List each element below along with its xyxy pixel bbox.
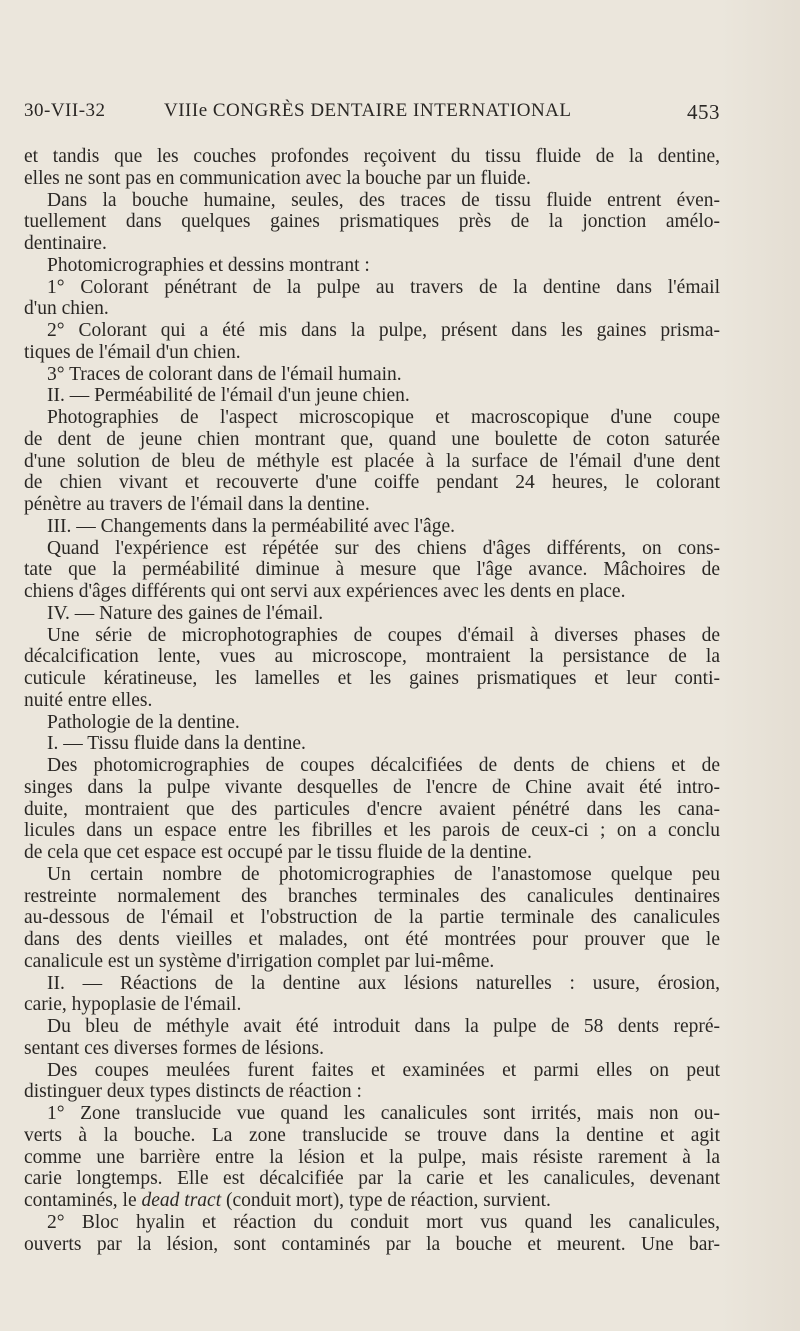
text-line: Un certain nombre de photomicrographies de l'anastomose quelque peu	[47, 863, 720, 885]
page-number: 453	[687, 100, 720, 124]
text-line: II. — Réactions de la dentine aux lésions naturelles : usure, érosion,	[47, 972, 720, 994]
text-line: Des coupes meulées furent faites et examinées et parmi elles on peut	[47, 1059, 720, 1081]
text-line: canalicule est un système d'irrigation complet par lui-même.	[24, 950, 495, 972]
text-line: I. — Tissu fluide dans la dentine.	[47, 733, 306, 755]
text-line: 1° Zone translucide vue quand les canalicules sont irrités, mais non ou-	[47, 1103, 720, 1124]
text-line: ouverts par la lésion, sont contaminés par la bouche et meurent. Une bar-	[24, 1233, 720, 1255]
text-line: dans des dents vieilles et malades, ont été montrées pour prouver que le	[24, 929, 720, 950]
page-edge-shadow	[720, 0, 800, 1331]
text-line: au-dessous de l'émail et l'obstruction de la partie terminale des canalicules	[24, 907, 720, 929]
text-line: tuellement dans quelques gaines prismatiques près de la jonction amélo-	[24, 211, 720, 233]
text-line: d'une solution de bleu de méthyle est placée à la surface de l'émail d'une dent	[24, 450, 720, 472]
text-line: Des photomicrographies de coupes décalcifiées de dents de chiens et de	[47, 755, 720, 776]
text-line: chiens d'âges différents qui ont servi aux expériences avec les dents en place.	[24, 581, 626, 602]
text-line: 2° Bloc hyalin et réaction du conduit mort vus quand les canalicules,	[47, 1211, 720, 1233]
text-line: Photomicrographies et dessins montrant :	[47, 254, 370, 276]
text-line: Une série de microphotographies de coupes d'émail à diverses phases de	[47, 624, 720, 646]
text-line: décalcification lente, vues au microscope, montraient la persistance de la	[24, 646, 720, 668]
text-line: III. — Changements dans la perméabilité avec l'âge.	[47, 515, 455, 537]
text-line: cuticule kératineuse, les lamelles et les gaines prismatiques et leur conti-	[24, 668, 720, 689]
italic-term: dead tract	[141, 1190, 222, 1211]
text-line: nuité entre elles.	[24, 689, 153, 711]
text-line: restreinte normalement des branches terminales des canalicules dentinaires	[24, 885, 720, 907]
header-date: 30-VII-32	[24, 100, 106, 121]
running-header	[24, 96, 720, 130]
text-line: sentant ces diverses formes de lésions.	[24, 1037, 325, 1059]
text-line: de dent de jeune chien montrant que, quand une boulette de coton saturée	[24, 428, 720, 450]
text-line: et tandis que les couches profondes reçoivent du tissu fluide de la dentine,	[24, 146, 720, 167]
text-line: 3° Traces de colorant dans de l'émail humain.	[47, 363, 402, 385]
text-line: tate que la perméabilité diminue à mesure que l'âge avance. Mâchoires de	[24, 559, 720, 581]
text-line: tiques de l'émail d'un chien.	[24, 341, 241, 363]
text-line	[24, 1190, 720, 1212]
text-segment: (conduit mort), type de réaction, survient.	[221, 1190, 551, 1211]
text-line: Photographies de l'aspect microscopique et macroscopique d'une coupe	[47, 407, 720, 428]
text-line: dentinaire.	[24, 233, 107, 254]
text-line: distinguer deux types distincts de réaction :	[24, 1081, 362, 1103]
header-title: VIIIe CONGRÈS DENTAIRE INTERNATIONAL	[164, 100, 572, 121]
text-line: d'un chien.	[24, 298, 109, 320]
text-line: Du bleu de méthyle avait été introduit dans la pulpe de 58 dents repré-	[47, 1016, 720, 1037]
body-text	[24, 146, 720, 1255]
text-line: IV. — Nature des gaines de l'émail.	[47, 602, 324, 624]
text-line: elles ne sont pas en communication avec la bouche par un fluide.	[24, 167, 531, 189]
text-line: Dans la bouche humaine, seules, des traces de tissu fluide entrent éven-	[47, 189, 720, 211]
text-line: licules dans un espace entre les fibrilles et les parois de ceux-ci ; on a conclu	[24, 820, 720, 842]
text-line: II. — Perméabilité de l'émail d'un jeune chien.	[47, 385, 410, 407]
text-line: de chien vivant et recouverte d'une coiffe pendant 24 heures, le colorant	[24, 472, 720, 494]
text-line: carie, hypoplasie de l'émail.	[24, 994, 242, 1016]
text-line: duite, montraient que des particules d'encre avaient pénétré dans les cana-	[24, 798, 720, 820]
text-line: comme une barrière entre la lésion et la pulpe, mais résiste rarement à la	[24, 1146, 720, 1168]
text-segment: contaminés, le	[24, 1190, 142, 1211]
text-line: verts à la bouche. La zone translucide se trouve dans la dentine et agit	[24, 1124, 720, 1146]
text-line: singes dans la pulpe vivante desquelles de l'encre de Chine avait été intro-	[24, 776, 720, 798]
text-line: carie longtemps. Elle est décalcifiée par la carie et les canalicules, devenant	[24, 1168, 720, 1190]
text-line: Quand l'expérience est répétée sur des chiens d'âges différents, on cons-	[47, 537, 720, 559]
text-line: 2° Colorant qui a été mis dans la pulpe, présent dans les gaines prisma-	[47, 320, 720, 341]
text-line: de cela que cet espace est occupé par le tissu fluide de la dentine.	[24, 842, 532, 863]
text-line: 1° Colorant pénétrant de la pulpe au travers de la dentine dans l'émail	[47, 276, 720, 298]
text-line: pénètre au travers de l'émail dans la dentine.	[24, 494, 370, 515]
text-line: Pathologie de la dentine.	[47, 711, 240, 733]
book-page	[24, 96, 720, 1255]
